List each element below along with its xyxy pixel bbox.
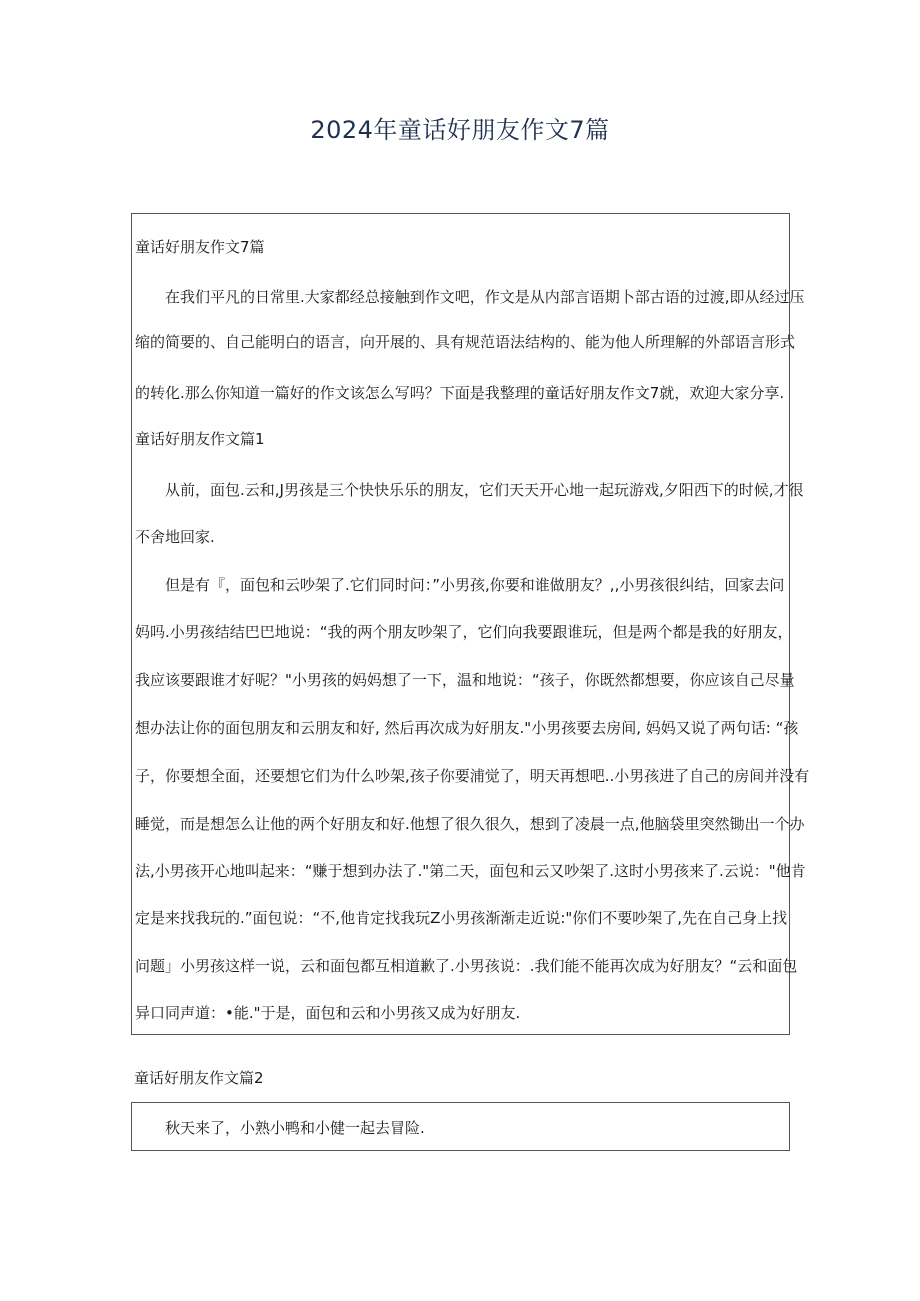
para1-line-2: 不舍地回家. (135, 528, 215, 546)
section-2-heading: 童话好朋友作文篇2 (134, 1069, 264, 1087)
document-title: 2024年童话好朋友作文7篇 (310, 116, 610, 144)
para2-line-10: 异口同声道：•能."于是，面包和云和小男孩又成为好朋友. (135, 1004, 521, 1022)
intro-line-2: 缩的简要的、自己能明白的语言，向开展的、具有规范语法结构的、能为他人所理解的外部语言形式 (135, 333, 796, 351)
para3-line-1: 秋天来了，小熟小鸭和小健一起去冒险. (165, 1119, 425, 1137)
content-box-2 (131, 1102, 790, 1151)
para2-line-2: 妈吗.小男孩结结巴巴地说：“我的两个朋友吵架了，它们向我要跟谁玩，但是两个都是我的好朋友， (135, 623, 793, 641)
para2-line-6: 睡觉，而是想怎么让他的两个好朋友和好.他想了很久很久，想到了凌晨一点,他脑袋里突然锄出一个办 (135, 815, 805, 833)
intro-line-3: 的转化.那么你知道一篇好的作文该怎么写吗？下面是我整理的童话好朋友作文7就，欢迎大家分享. (135, 384, 785, 402)
content-box-1 (131, 213, 810, 1035)
section-1-heading: 童话好朋友作文篇1 (135, 430, 265, 448)
para2-line-5: 子，你要想全面，还要想它们为什么吵架,孩子你要浦觉了，明天再想吧..小男孩进了自己的房间并没有 (135, 767, 810, 785)
para1-line-1: 从前，面包.云和,J男孩是三个快快乐乐的朋友，它们天天开心地一起玩游戏,夕阳西下的时候,才很 (165, 481, 804, 499)
para2-line-7: 法,小男孩开心地叫起来：“赚于想到办法了."第二天，面包和云又吵架了.这时小男孩来了.云说："他肯 (135, 862, 806, 880)
para2-line-3: 我应该要跟谁才好呢？"小男孩的妈妈想了一下，温和地说：“孩子，你既然都想要，你应该自己尽量 (135, 671, 795, 689)
intro-line-1: 在我们平凡的日常里.大家都经总接触到作文吧，作文是从内部言语期卜部古语的过渡,即从经过压 (165, 288, 805, 306)
para2-line-1: 但是有『，面包和云吵架了.它们同时问：”小男孩,你要和谁做朋友？,,小男孩很纠结，回家去问 (165, 576, 785, 594)
para2-line-4: 想办法让你的面包朋友和云朋友和好, 然后再次成为好朋友."小男孩要去房间, 妈妈又说了两句话: “孩 (135, 719, 799, 737)
para2-line-9: 问题」小男孩这样一说，云和面包都互相道歉了.小男孩说：.我们能不能再次成为好朋友？“云和面包 (135, 957, 798, 975)
para2-line-8: 定是来找我玩的.”面包说：“不,他肯定找我玩Z小男孩渐渐走近说:"你们不要吵架了,先在自己身上找 (135, 909, 788, 927)
box-heading: 童话好朋友作文7篇 (135, 238, 265, 256)
